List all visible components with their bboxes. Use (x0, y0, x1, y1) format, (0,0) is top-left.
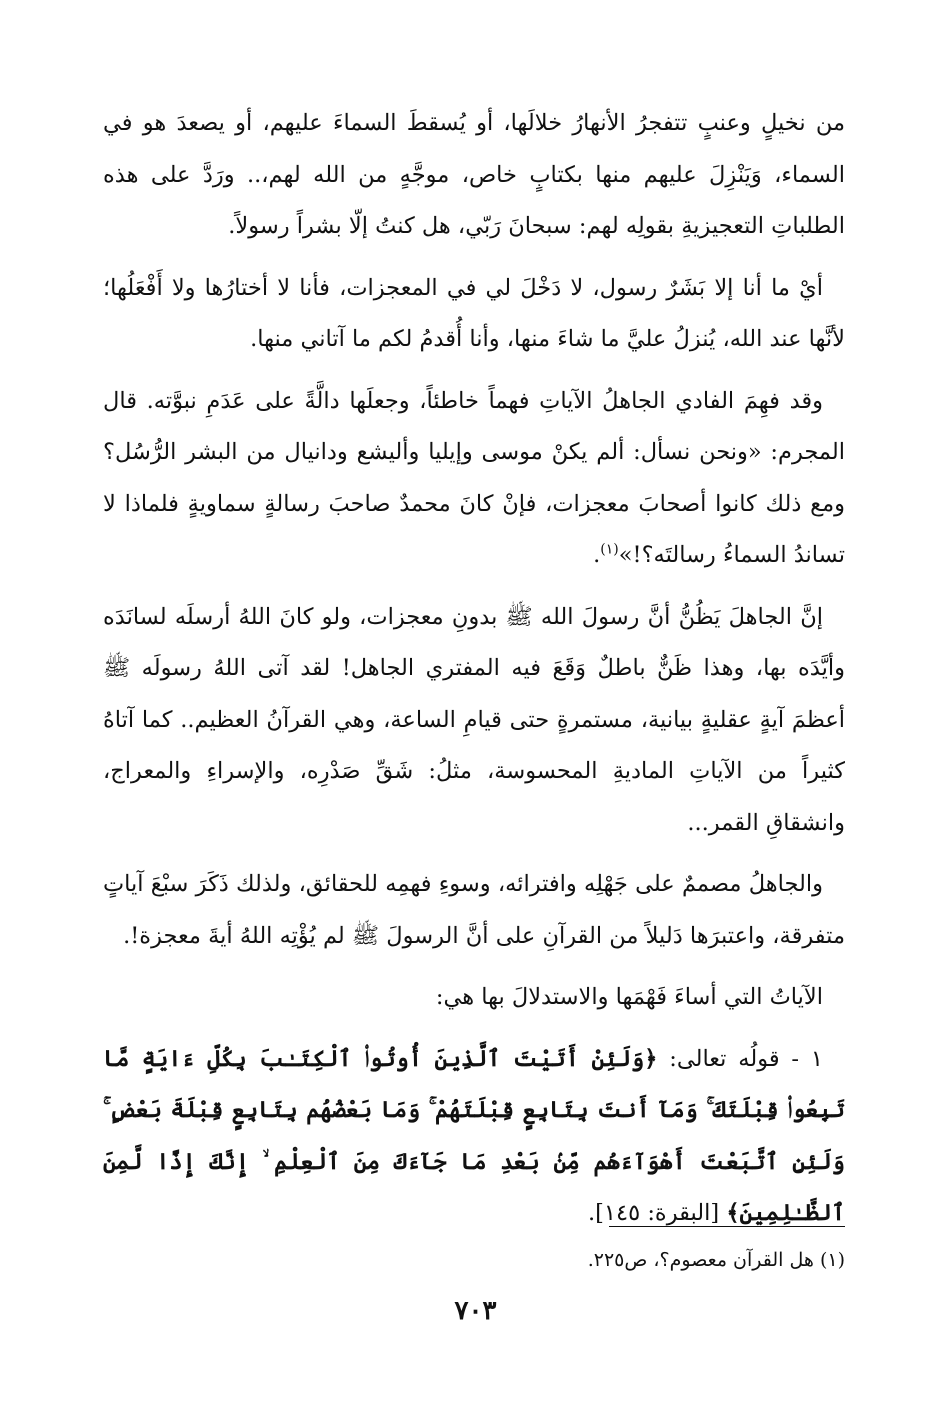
paragraph-1: من نخيلٍ وعنبٍ تتفجرُ الأنهارُ خلالَها، أو يُسقطَ السماءَ عليهم، أو يصعدَ هو في السماء، وَيَنْزِلَ عليهم منها بكتابٍ خاص، موجَّهٍ من الله لهم،.. ورَدَّ على هذه الطلباتِ التعجيزيةِ بقولِه لهم: سبحانَ رَبّي، هل كنتُ إلّا بشراً رسولاً. (103, 110, 845, 239)
paragraph-5: والجاهلُ مصممٌ على جَهْلِه وافترائه، وسوءِ فهمِه للحقائق، ولذلك ذَكَرَ سبْعَ آياتٍ متفرقة، واعتبرَها دَليلاً من القرآنِ على أنَّ الرسولَ ﷺ لم يُؤْتِه اللهُ أيةَ معجزة!. (103, 871, 845, 949)
verse-reference: [البقرة: ١٤٥]. (587, 1200, 727, 1226)
paragraph-3-end: . (593, 542, 601, 568)
paragraph-4: إنَّ الجاهلَ يَظُنُّ أنَّ رسولَ الله ﷺ بدونِ معجزات، ولو كانَ اللهُ أرسلَه لسانَدَه وأيَّدَه بها، وهذا ظَنٌّ باطلٌ وَقَعَ فيه المفتري الجاهل! لقد آتى اللهُ رسولَه ﷺ أعظمَ آيةٍ عقليةٍ بيانية، مستمرةٍ حتى قيامِ الساعة، وهي القرآنُ العظيم.. كما آتاهُ كثيراً من الآياتِ الماديةِ المحسوسة، مثلُ: شَقِّ صَدْرِه، والإسراءِ والمعراج، وانشقاقِ القمر... (103, 603, 845, 836)
footnote: (١) هل القرآن معصوم؟، ص٢٢٥. (587, 1249, 845, 1271)
page-number: ٧٠٣ (454, 1296, 497, 1326)
footnote-divider (609, 1226, 845, 1227)
verse-paragraph (103, 1034, 845, 1240)
footnote-reference: (١) (600, 541, 619, 558)
verse-intro: ١ - قولُه تعالى: (657, 1045, 823, 1072)
body-text (103, 98, 845, 1250)
paragraph-3-text: وقد فهِمَ الفادي الجاهلُ الآياتِ فهماً خاطئاً، وجعلَها دالَّةً على عَدَمِ نبوَّته. قال المجرم: «ونحن نسأل: ألم يكنْ موسى وإيليا وأليشع ودانيال من البشر الرُّسُل؟ ومع ذلك كانوا أصحابَ معجزات، فإنْ كانَ محمدٌ صاحبَ رسالةٍ سماويةٍ فلماذا لا تساندُ السماءُ رسالتَه؟!» (103, 387, 845, 568)
paragraph-2: أيْ ما أنا إلا بَشَرٌ رسول، لا دَخْلَ لي في المعجزات، فأنا لا أختارُها ولا أَفْعَلُها؛ لأنَّها عند الله، يُنزلُ عليَّ ما شاءَ منها، وأنا أُقدمُ لكم ما آتاني منها. (103, 274, 845, 352)
quran-verse: ﴿وَلَئِنْ أَتَيْتَ ٱلَّذِينَ أُوتُوا۟ ٱلْكِتَـٰبَ بِكُلِّ ءَايَةٍ مَّا تَبِعُوا۟ قِبْلَتَكَ ۚ وَمَآ أَنتَ بِتَابِعٍ قِبْلَتَهُمْ ۚ وَمَا بَعْضُهُم بِتَابِعٍ قِبْلَةَ بَعْضٍ ۚ وَلَئِنِ ٱتَّبَعْتَ أَهْوَآءَهُم مِّنۢ بَعْدِ مَا جَآءَكَ مِنَ ٱلْعِلْمِ ۙ إِنَّكَ إِذًا لَّمِنَ ٱلظَّـٰلِمِينَ﴾ (103, 1045, 845, 1226)
paragraph-3 (103, 376, 845, 582)
paragraph-6: الآياتُ التي أساءَ فَهْمَها والاستدلالَ بها هي: (435, 984, 823, 1010)
